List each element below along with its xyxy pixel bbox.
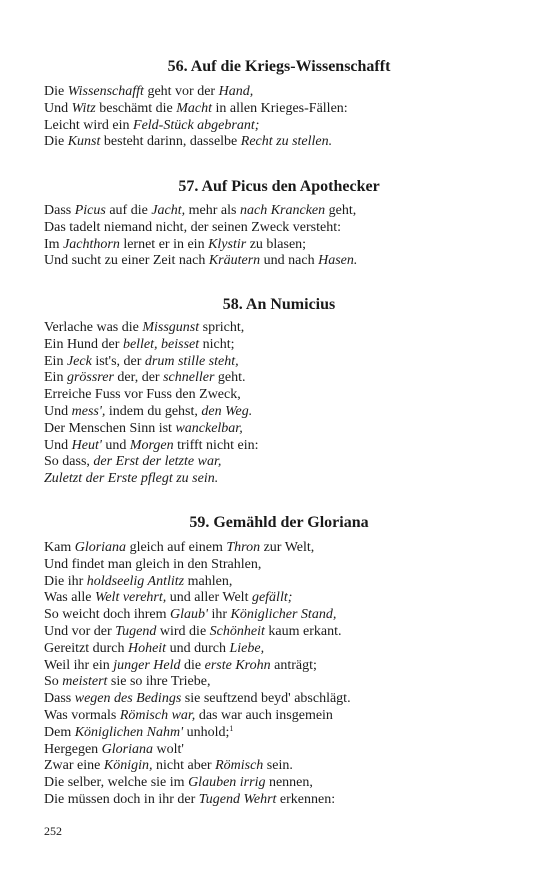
verse-text: Ein Hund der [44, 336, 123, 352]
verse-line [44, 101, 348, 118]
verse-line [44, 725, 351, 742]
verse-text: Die [44, 134, 68, 150]
verse-text: auf die [105, 203, 152, 218]
verse-line [44, 253, 357, 270]
verse-text: und nach [260, 253, 319, 269]
italic-phrase: junger Held [113, 657, 181, 673]
verse-text: beschämt die [95, 100, 177, 116]
poem-title-57: 57. Auf Picus den Apothecker [178, 178, 380, 195]
verse-text: So weicht doch ihrem [44, 607, 170, 623]
verse-text: Und findet man gleich in den Strahlen, [44, 556, 262, 572]
italic-phrase: gefällt; [251, 590, 293, 606]
verse-text: Dass [44, 203, 75, 218]
verse-line [44, 792, 351, 809]
verse-text: wolt' [153, 741, 184, 757]
verse-text: So dass, [44, 454, 94, 470]
verse-text: unhold; [183, 724, 230, 740]
italic-phrase: Thron [226, 540, 261, 555]
verse-text: Verlache was die [44, 320, 143, 335]
italic-phrase: schneller [163, 370, 215, 386]
verse-line [44, 203, 357, 220]
verse-text: ihr [207, 607, 231, 623]
italic-phrase: mess', [71, 403, 106, 419]
italic-phrase: grössrer [66, 370, 114, 386]
verse-line [44, 354, 259, 371]
verse-text: sie seuftzend beyd' abschlägt. [181, 691, 351, 707]
verse-line [44, 320, 259, 337]
verse-text: Gereitzt durch [44, 640, 128, 656]
page-number: 252 [44, 824, 62, 838]
verse-text: nicht; [199, 336, 235, 352]
verse-text: Was alle [44, 590, 95, 606]
italic-phrase: Heut' [71, 437, 102, 453]
verse-text: Die müssen doch in ihr der [44, 791, 199, 807]
verse-line [44, 742, 351, 759]
italic-phrase: Missgunst [142, 320, 200, 335]
italic-phrase: Liebe, [229, 640, 265, 656]
italic-phrase: meistert [62, 674, 108, 690]
italic-phrase: wegen des Bedings [74, 691, 182, 707]
verse-text: geht. [214, 370, 246, 386]
poem-body-59 [44, 540, 351, 809]
verse-text: Die ihr [44, 573, 87, 589]
italic-phrase: Römisch war, [119, 707, 196, 723]
verse-text: in allen Krieges-Fällen: [212, 100, 348, 116]
verse-line [44, 540, 351, 557]
verse-line [44, 220, 357, 237]
italic-phrase: Picus [74, 203, 106, 218]
poem-title-56: 56. Auf die Kriegs-Wissenschafft [167, 58, 391, 75]
verse-text: mahlen, [184, 573, 233, 589]
italic-phrase: Römisch [215, 758, 264, 774]
italic-phrase: Gloriana [101, 741, 154, 757]
italic-phrase: Hasen. [318, 253, 358, 269]
verse-text: und durch [166, 640, 230, 656]
verse-text: das war auch insgemein [195, 707, 333, 723]
italic-phrase: holdseelig Antlitz [86, 573, 185, 589]
italic-phrase: Feld-Stück abgebrant; [133, 117, 260, 133]
italic-phrase: Königin, [103, 758, 153, 774]
italic-phrase: wanckelbar, [175, 420, 243, 436]
footnote-marker: 1 [229, 723, 234, 733]
italic-phrase: bellet, beisset [122, 336, 200, 352]
italic-phrase: Zuletzt der Erste pflegt zu sein. [44, 471, 219, 487]
verse-text: Und sucht zu einer Zeit nach [44, 253, 209, 269]
verse-text: Und vor der [44, 623, 116, 639]
verse-text: Ein [44, 370, 67, 386]
verse-text: lernet er in ein [119, 236, 209, 252]
verse-text: anträgt; [270, 657, 317, 673]
verse-line [44, 641, 351, 658]
italic-phrase: Jachthorn [63, 236, 120, 252]
verse-line [44, 658, 351, 675]
italic-phrase: Recht zu stellen. [240, 134, 333, 150]
italic-phrase: der Erst der letzte war, [93, 454, 222, 470]
verse-line [44, 557, 351, 574]
verse-line [44, 438, 259, 455]
italic-phrase: Morgen [129, 437, 174, 453]
verse-line [44, 708, 351, 725]
italic-phrase: Königlichen Nahm' [74, 724, 184, 740]
verse-text: zu blasen; [246, 236, 307, 252]
verse-line [44, 118, 348, 135]
italic-phrase: Kunst [67, 134, 101, 150]
italic-phrase: nach Krancken [239, 203, 326, 218]
italic-phrase: Glaub' [169, 607, 208, 623]
italic-phrase: Glauben irrig [188, 775, 266, 791]
verse-text: Kam [44, 540, 75, 555]
italic-phrase: Hand, [218, 84, 254, 99]
italic-phrase: Klystir [208, 236, 247, 252]
italic-phrase: Hoheit [127, 640, 167, 656]
verse-text: Die selber, welche sie im [44, 775, 189, 791]
verse-text: gleich auf einem [126, 540, 227, 555]
verse-line [44, 674, 351, 691]
verse-text: Und [44, 100, 72, 116]
verse-text: Weil ihr ein [44, 657, 114, 673]
verse-text: und aller Welt [166, 590, 252, 606]
poem-body-56 [44, 84, 348, 151]
verse-line [44, 624, 351, 641]
verse-text: die [180, 657, 205, 673]
verse-text: Hergegen [44, 741, 102, 757]
verse-text: Ein [44, 353, 67, 369]
verse-text: Leicht wird ein [44, 117, 134, 133]
verse-text: So [44, 674, 63, 690]
verse-text: erkennen: [276, 791, 336, 807]
italic-phrase: Welt verehrt, [94, 590, 167, 606]
verse-text: sie so ihre Triebe, [107, 674, 211, 690]
verse-text: und [101, 437, 130, 453]
verse-text: wird die [156, 623, 210, 639]
italic-phrase: Schönheit [209, 623, 265, 639]
verse-line [44, 471, 259, 488]
poem-body-57 [44, 203, 357, 270]
verse-text: Was vormals [44, 707, 120, 723]
poem-title-59: 59. Gemähld der Gloriana [189, 514, 369, 531]
verse-text: Dass [44, 691, 75, 707]
verse-line [44, 370, 259, 387]
italic-phrase: erste Krohn [204, 657, 271, 673]
italic-phrase: Gloriana [74, 540, 127, 555]
verse-text: nicht aber [152, 758, 216, 774]
verse-text: nennen, [265, 775, 313, 791]
italic-phrase: Wissenschafft [67, 84, 144, 99]
italic-phrase: den Weg. [201, 403, 253, 419]
verse-text: mehr als [185, 203, 240, 218]
verse-text: geht, [325, 203, 357, 218]
verse-text: trifft nicht ein: [173, 437, 259, 453]
verse-text: Der Menschen Sinn ist [44, 420, 176, 436]
verse-line [44, 758, 351, 775]
verse-line [44, 607, 351, 624]
verse-text: ist's, der [91, 353, 145, 369]
italic-phrase: Kräutern [208, 253, 261, 269]
poem-title-58: 58. An Numicius [222, 296, 336, 313]
verse-line [44, 237, 357, 254]
verse-text: besteht darinn, dasselbe [100, 134, 241, 150]
verse-line [44, 134, 348, 151]
verse-text: Und [44, 403, 72, 419]
verse-text: Die [44, 84, 68, 99]
verse-text: indem du gehst, [105, 403, 202, 419]
verse-line [44, 590, 351, 607]
verse-text: sein. [263, 758, 293, 774]
verse-text: Und [44, 437, 72, 453]
verse-line [44, 404, 259, 421]
italic-phrase: Macht [176, 100, 212, 116]
verse-text: Dem [44, 724, 75, 740]
italic-phrase: Jacht, [151, 203, 186, 218]
verse-line [44, 574, 351, 591]
verse-text: geht vor der [143, 84, 219, 99]
verse-line [44, 337, 259, 354]
italic-phrase: Witz [71, 100, 96, 116]
italic-phrase: Jeck [66, 353, 92, 369]
verse-text: Erreiche Fuss vor Fuss den Zweck, [44, 387, 241, 403]
italic-phrase: Tugend [115, 623, 157, 639]
verse-line [44, 775, 351, 792]
verse-text: Das tadelt niemand nicht, der seinen Zweck versteht: [44, 219, 342, 235]
verse-text: zur Welt, [260, 540, 315, 555]
italic-phrase: Königlicher Stand, [230, 607, 337, 623]
verse-text: Im [44, 236, 64, 252]
verse-line [44, 421, 259, 438]
italic-phrase: Tugend Wehrt [198, 791, 277, 807]
italic-phrase: drum stille steht, [144, 353, 239, 369]
verse-text: Zwar eine [44, 758, 104, 774]
verse-line [44, 84, 348, 101]
poem-body-58 [44, 320, 259, 488]
verse-line [44, 691, 351, 708]
verse-text: spricht, [199, 320, 245, 335]
verse-text: der, der [113, 370, 164, 386]
verse-line [44, 387, 259, 404]
verse-text: kaum erkant. [264, 623, 342, 639]
verse-line [44, 454, 259, 471]
